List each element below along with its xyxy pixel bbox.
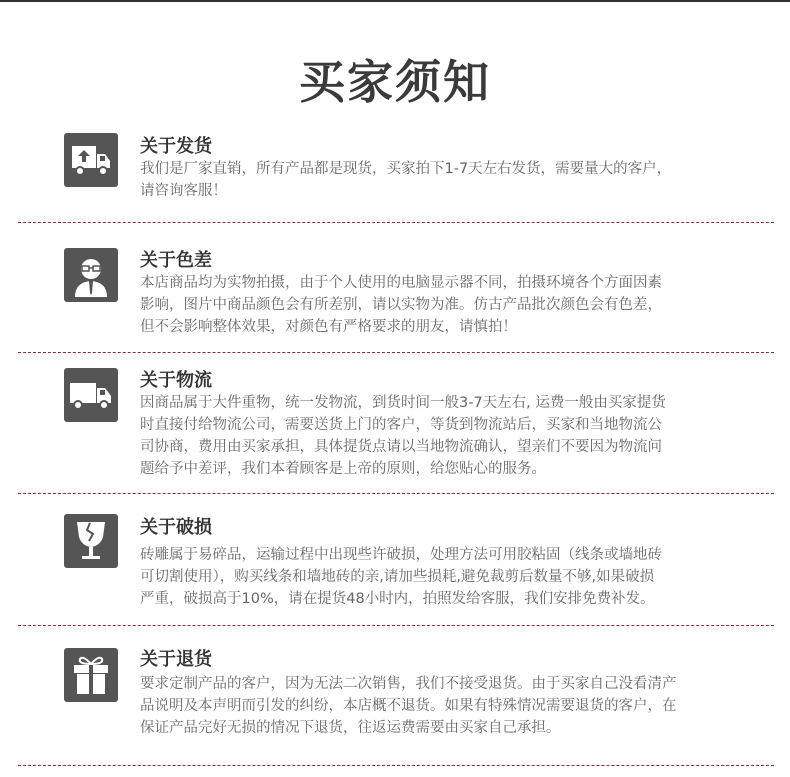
body-line: 品说明及本声明而引发的纠纷，本店概不退货。如果有特殊情况需要退货的客户，在 [140, 698, 677, 714]
section-body [140, 158, 740, 202]
top-rule [0, 0, 790, 2]
body-line: 严重，破损高于10%，请在提货48小时内，拍照发给客服，我们安排免费补发。 [140, 591, 655, 607]
section-body [140, 392, 740, 480]
section-divider [18, 222, 774, 223]
body-line: 请咨询客服！ [140, 183, 227, 199]
section-heading: 关于色差 [140, 250, 212, 271]
section-heading: 关于退货 [140, 649, 212, 670]
section-heading: 关于破损 [140, 517, 212, 538]
body-line: 因商品属于大件重物，统一发物流，到货时间一般3-7天左右, 运费一般由买家提货 [140, 395, 666, 411]
gift-box-icon [64, 648, 118, 702]
section-divider [18, 625, 774, 626]
body-line: 但不会影响整体效果，对颜色有严格要求的朋友，请慎拍！ [140, 319, 517, 335]
fragile-glass-icon [64, 514, 118, 568]
section-divider [18, 765, 774, 766]
section-body [140, 544, 740, 610]
logistics-truck-icon [64, 368, 118, 422]
section-heading: 关于发货 [140, 136, 212, 157]
page-title: 买家须知 [299, 55, 491, 109]
section-heading: 关于物流 [140, 370, 212, 391]
body-line: 本店商品均为实物拍摄，由于个人使用的电脑显示器不同，拍摄环境各个方面因素 [140, 275, 662, 291]
body-line: 司协商，费用由买家承担，具体提货点请以当地物流确认，望亲们不要因为物流问 [140, 439, 662, 455]
body-line: 要求定制产品的客户，因为无法二次销售，我们不接受退货。由于买家自己没看清产 [140, 676, 677, 692]
section-divider [18, 493, 774, 494]
body-line: 影响，图片中商品颜色会有所差别，请以实物为准。仿古产品批次颜色会有色差， [140, 297, 662, 313]
body-line: 题给予中差评，我们本着顾客是上帝的原则，给您贴心的服务。 [140, 461, 546, 477]
delivery-truck-icon [64, 133, 118, 187]
body-line: 保证产品完好无损的情况下退货，往返运费需要由买家自己承担。 [140, 720, 561, 736]
body-line: 时直接付给物流公司，需要送货上门的客户，等货到物流站后，买家和当地物流公 [140, 417, 662, 433]
person-avatar-icon [64, 248, 118, 302]
section-divider [18, 352, 774, 353]
body-line: 我们是厂家直销，所有产品都是现货，买家拍下1-7天左右发货，需要量大的客户， [140, 161, 672, 177]
section-body [140, 673, 740, 739]
body-line: 可切割使用），购买线条和墙地砖的亲,请加些损耗,避免裁剪后数量不够,如果破损 [140, 569, 655, 585]
body-line: 砖雕属于易碎品，运输过程中出现些许破损，处理方法可用胶粘固（线条或墙地砖 [140, 547, 662, 563]
section-body [140, 272, 740, 338]
